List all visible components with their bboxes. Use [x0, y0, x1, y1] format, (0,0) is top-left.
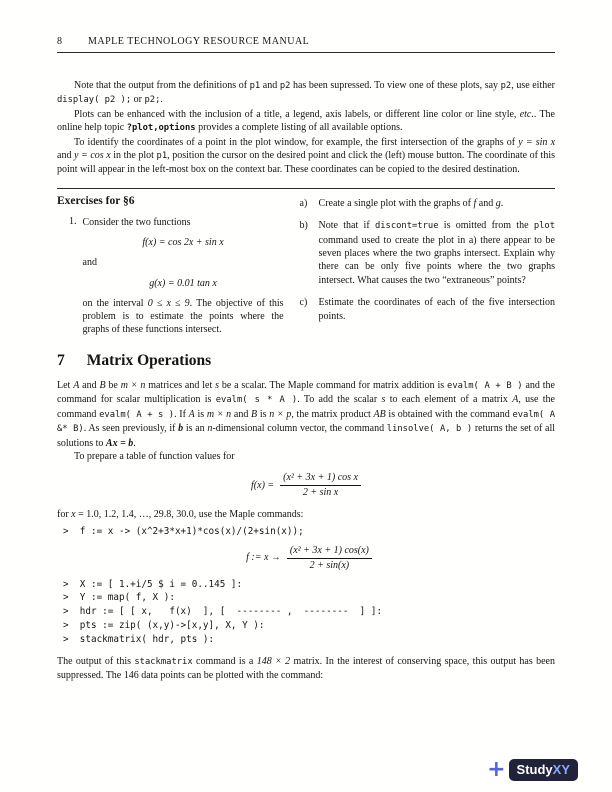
paragraph-plot-enhance: Plots can be enhanced with the inclusion of a title, a legend, axis labels, or different line color or line style, etc.. The online help topic ?plot,options provides a complete listing of all available options.: [57, 108, 555, 134]
formula-numerator: (x² + 3x + 1) cos x: [283, 472, 358, 484]
formula-f: f(x) = cos 2x + sin x: [142, 237, 224, 249]
exercise-item-1: [57, 216, 284, 337]
studyxy-logo: [487, 759, 578, 781]
paragraph-coordinates: To identify the coordinates of a point in the plot window, for example, the first intersection of the graphs of y = sin x and y = cos x in the plot p1, position the cursor on the desired point and click the (left) mouse button. The coordinate of this point will appear in the left-most box on the context bar. These coordinates can be copied to the desired destination.: [57, 136, 556, 176]
exercise-part-a: [300, 197, 555, 210]
section-7-heading: [57, 352, 555, 370]
exercise-number: 1.: [69, 215, 77, 227]
and-label: and: [82, 257, 97, 269]
function-definition-formula: [57, 472, 555, 499]
output-formula-lhs: f := x →: [246, 552, 281, 564]
part-a-text: Create a single plot with the graphs of f and g.: [318, 197, 504, 209]
plus-icon: +: [487, 757, 506, 782]
exercises-section: [57, 188, 555, 337]
paragraph-matrix-intro: Let A and B be m × n matrices and let s be a scalar. The Maple command for matrix addition is evalm( A + B ) and the command for scalar multiplication is evalm( s * A ). To add the scalar s to each element of a matrix A, use the command evalm( A + s ). If A is m × n and B is n × p, the matrix product AB is obtained with the command evalm( A &* B). As seen previously, if b is an n-dimensional column vector, the command linsolve( A, b ) returns the set of all solutions to Ax = b.: [57, 379, 556, 449]
code-line-X: > X := [ 1.+i/5 $ i = 0..145 ]:: [63, 578, 243, 590]
paragraph-output-note: Note that the output from the definitions of p1 and p2 has been supressed. To view one of these plots, say p2, use either display( p2 ); or p2;.: [57, 80, 555, 106]
exercise-continuation: on the interval 0 ≤ x ≤ 9. The objective of this problem is to estimate the points where the graphs of these functions intersect.: [82, 297, 284, 336]
output-formula-fraction: [287, 545, 372, 572]
maple-code-block: [63, 525, 555, 647]
exercise-part-b: [300, 219, 555, 287]
output-formula-denominator: 2 + sin(x): [287, 558, 372, 572]
exercises-left-column: [57, 195, 284, 337]
code-line-hdr: > hdr := [ [ x, f(x) ], [ -------- , -------- ] ]:: [63, 606, 383, 618]
code-line-f: > f := x -> (x^2+3*x+1)*cos(x)/(2+sin(x));: [63, 525, 304, 537]
exercises-right-column: [300, 195, 555, 337]
logo-text-xy: XY: [552, 762, 570, 777]
part-b-text: Note that if discont=true is omitted from the plot command used to create the plot in a) there appear to be seven places where the two graphs intersect. Explain why there can be only five points where the two graphs intersect. What causes the two “extraneous” points?: [318, 220, 555, 286]
paragraph-closing: The output of this stackmatrix command is a 148 × 2 matrix. In the interest of conserving space, this output has been suppressed. The 146 data points can be plotted with the command:: [57, 655, 555, 681]
exercise-body: [83, 216, 284, 337]
logo-text-study: Study: [516, 762, 553, 777]
page-number: 8: [57, 36, 62, 47]
formula-g: g(x) = 0.01 tan x: [149, 277, 217, 289]
section-title: Matrix Operations: [86, 351, 212, 369]
paragraph-x-range: for x = 1.0, 1.2, 1.4, …, 29.8, 30.0, use the Maple commands:: [57, 509, 304, 521]
formula-lhs: f(x) =: [251, 480, 275, 492]
output-formula-numerator: (x² + 3x + 1) cos(x): [289, 544, 369, 556]
maple-output-formula: [63, 545, 555, 572]
manual-title: MAPLE TECHNOLOGY RESOURCE MANUAL: [88, 36, 310, 47]
formula-fraction: [280, 472, 361, 499]
page-header: [57, 36, 555, 53]
code-line-pts: > pts := zip( (x,y)->[x,y], X, Y ):: [63, 619, 265, 631]
part-a-label: a): [299, 197, 308, 209]
exercises-heading: Exercises for §6: [57, 194, 135, 207]
code-line-stackmatrix: > stackmatrix( hdr, pts ):: [63, 633, 215, 645]
code-line-Y: > Y := map( f, X ):: [63, 592, 175, 604]
exercise-part-c: [300, 296, 555, 323]
formula-denominator: 2 + sin x: [280, 485, 361, 499]
studyxy-badge: [509, 759, 578, 781]
part-c-label: c): [299, 297, 308, 309]
section-number: 7: [57, 351, 65, 369]
part-c-text: Estimate the coordinates of each of the five intersection points.: [318, 297, 555, 322]
paragraph-table-intro: To prepare a table of function values for: [74, 450, 235, 462]
part-b-label: b): [299, 220, 308, 232]
exercise-intro: Consider the two functions: [82, 216, 191, 228]
